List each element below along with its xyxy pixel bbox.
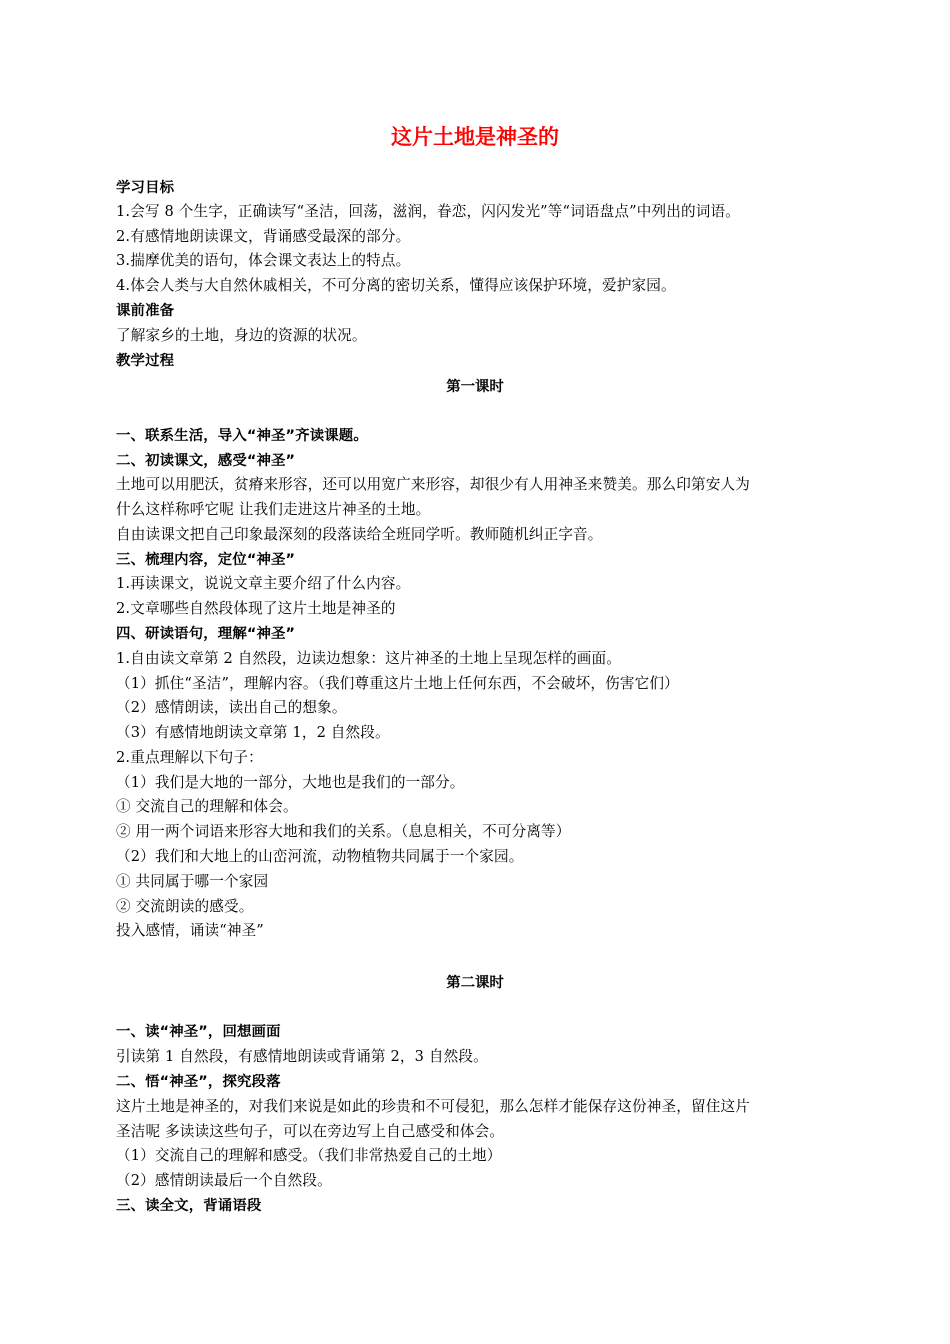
- body-line: 引读第 1 自然段，有感情地朗读或背诵第 2，3 自然段。: [116, 1048, 488, 1065]
- body-line: （2）感情朗读，读出自己的想象。: [116, 699, 347, 716]
- page-title: 这片土地是神圣的: [391, 125, 559, 149]
- body-line: 什么这样称呼它呢 让我们走进这片神圣的土地。: [116, 501, 431, 518]
- body-line: ② 交流朗读的感受。: [116, 898, 254, 915]
- objective-item: 1.会写 8 个生字，正确读写“圣洁，回荡，滋润，眷恋，闪闪发光”等“词语盘点”中列出的词语。: [116, 203, 740, 220]
- section-heading: 二、悟“神圣”，探究段落: [116, 1074, 281, 1090]
- section-heading: 四、研读语句，理解“神圣”: [116, 626, 296, 642]
- lesson2-heading: 第二课时: [446, 975, 504, 991]
- body-line: （1）我们是大地的一部分，大地也是我们的一部分。: [116, 774, 465, 791]
- prep-heading: 课前准备: [116, 303, 175, 319]
- objective-item: 3.揣摩优美的语句，体会课文表达上的特点。: [116, 252, 411, 269]
- body-line: 土地可以用肥沃，贫瘠来形容，还可以用宽广来形容，却很少有人用神圣来赞美。那么印第安人为: [116, 476, 750, 493]
- body-line: 1.再读课文，说说文章主要介绍了什么内容。: [116, 575, 411, 592]
- body-line: （3）有感情地朗读文章第 1，2 自然段。: [116, 724, 390, 741]
- body-line: 2.重点理解以下句子：: [116, 749, 263, 766]
- section-heading: 一、读“神圣”，回想画面: [116, 1024, 281, 1040]
- section-heading: 三、读全文，背诵语段: [116, 1198, 262, 1214]
- body-line: 这片土地是神圣的，对我们来说是如此的珍贵和不可侵犯，那么怎样才能保存这份神圣，留住这片: [116, 1098, 750, 1115]
- prep-text: 了解家乡的土地，身边的资源的状况。: [116, 327, 367, 344]
- body-line: ② 用一两个词语来形容大地和我们的关系。（息息相关，不可分离等）: [116, 823, 571, 840]
- body-line: ① 交流自己的理解和体会。: [116, 798, 298, 815]
- objective-item: 2.有感情地朗读课文，背诵感受最深的部分。: [116, 228, 411, 245]
- body-line: 投入感情，诵读“神圣”: [116, 922, 264, 939]
- section-heading: 二、初读课文，感受“神圣”: [116, 453, 296, 469]
- body-line: ① 共同属于哪一个家园: [116, 873, 269, 890]
- body-line: 2.文章哪些自然段体现了这片土地是神圣的: [116, 600, 396, 617]
- body-line: （1）抓住“圣洁”，理解内容。（我们尊重这片土地上任何东西，不会破坏，伤害它们）: [116, 675, 679, 692]
- body-line: （2）感情朗读最后一个自然段。: [116, 1172, 332, 1189]
- section-heading: 三、梳理内容，定位“神圣”: [116, 552, 296, 568]
- body-line: 1.自由读文章第 2 自然段，边读边想象：这片神圣的土地上呈现怎样的画面。: [116, 650, 622, 667]
- body-line: 圣洁呢 多读读这些句子，可以在旁边写上自己感受和体会。: [116, 1123, 505, 1140]
- body-line: 自由读课文把自己印象最深刻的段落读给全班同学听。教师随机纠正字音。: [116, 526, 603, 543]
- objectives-heading: 学习目标: [116, 180, 175, 196]
- objective-item: 4.体会人类与大自然休戚相关，不可分离的密切关系，懂得应该保护环境，爱护家园。: [116, 277, 676, 294]
- body-line: （2）我们和大地上的山峦河流，动物植物共同属于一个家园。: [116, 848, 524, 865]
- process-heading: 教学过程: [116, 353, 175, 369]
- body-line: （1）交流自己的理解和感受。（我们非常热爱自己的土地）: [116, 1147, 502, 1164]
- lesson1-heading: 第一课时: [446, 379, 504, 395]
- section-heading: 一、联系生活，导入“神圣”齐读课题。: [116, 428, 368, 444]
